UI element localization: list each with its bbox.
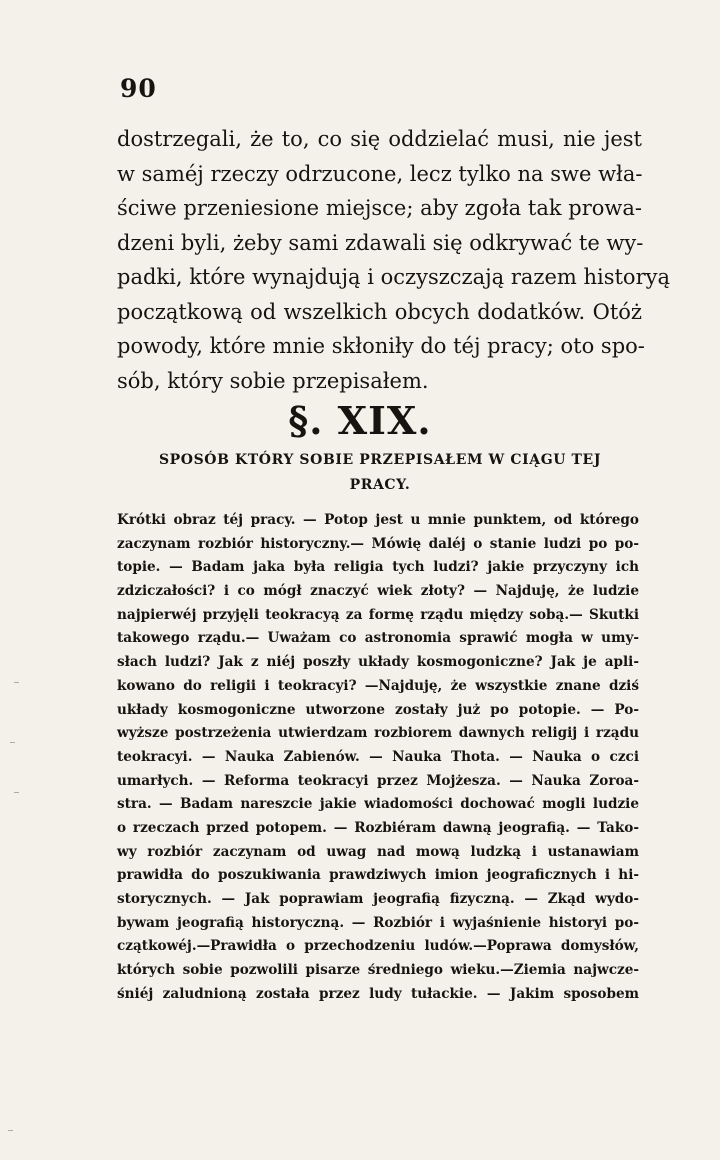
summary-line: stra. — Badam nareszcie jakie wiadomości dochować mogli ludzie [117,796,639,813]
scan-speck [10,742,15,743]
scan-speck [14,792,19,793]
summary-line: czątkowéj.—Prawidła o przechodzeniu ludów.—Poprawa domysłów, [117,938,639,955]
summary-line: wy rozbiór zaczynam od uwag nad mową ludzką i ustanawiam [117,843,639,860]
summary-line: najpierwéj przyjęli teokracyą za formę rządu między sobą.— Skutki [117,606,639,623]
page-number: 90 [120,74,157,103]
section-title-line: PRACY. [349,477,411,493]
body-line: dostrzegali, że to, co się oddzielać musi, nie jest [117,127,642,151]
summary-line: bywam jeografią historyczną. — Rozbiór i wyjaśnienie historyi po- [117,914,639,931]
summary-line: takowego rządu.— Uważam co astronomia sprawić mogła w umy- [117,630,639,647]
summary-line: wyższe postrzeżenia utwierdzam rozbiorem dawnych religij i rządu [117,725,639,742]
summary-line: prawidła do poszukiwania prawdziwych imion jeograficznych i hi- [117,867,639,884]
summary-line: o rzeczach przed potopem. — Rozbiéram dawną jeografią. — Tako- [117,819,639,836]
summary-line: kowano do religii i teokracyi? —Najduję, że wszystkie znane dziś [117,677,639,694]
section-title-line: SPOSÓB KTÓRY SOBIE PRZEPISAŁEM W CIĄGU TEJ [158,452,602,468]
summary-line: śniéj zaludnioną została przez ludy tułackie. — Jakim sposobem [117,985,639,1002]
body-line: początkową od wszelkich obcych dodatków. Otóż [117,299,642,324]
body-line: ściwe przeniesione miejsce; aby zgoła tak prowa- [117,196,642,220]
section-heading: §. XIX. [288,398,432,443]
body-line: powody, które mnie skłoniły do téj pracy; oto spo- [117,334,645,358]
body-line: w saméj rzeczy odrzucone, lecz tylko na swe wła- [117,161,643,186]
summary-line: Krótki obraz téj pracy. — Potop jest u mnie punktem, od którego [117,512,639,528]
section-title [140,448,620,498]
summary-line: słach ludzi? Jak z niéj poszły układy kosmogoniczne? Jak je apli- [117,654,639,671]
summary-line: storycznych. — Jak poprawiam jeografią fizyczną. — Zkąd wydo- [117,891,639,907]
summary-line: zaczynam rozbiór historyczny.— Mówię daléj o stanie ludzi po po- [117,535,639,552]
scan-speck [14,682,19,683]
body-paragraph [117,122,670,398]
summary-line: umarłych. — Reforma teokracyi przez Mojżesza. — Nauka Zoroa- [117,772,639,789]
summary-line: teokracyi. — Nauka Zabienów. — Nauka Thota. — Nauka o czci [117,748,639,765]
summary-line: układy kosmogoniczne utworzone zostały już po potopie. — Po- [117,701,639,718]
summary-line: topie. — Badam jaka była religia tych ludzi? jakie przyczyny ich [117,559,639,576]
summary-line: których sobie pozwolili pisarze średniego wieku.—Ziemia najwcze- [117,962,639,979]
scan-speck [8,1130,13,1131]
summary-line: zdziczałości? i co mógł znaczyć wiek złoty? — Najduję, że ludzie [117,583,639,600]
chapter-summary [117,509,639,1006]
body-line: sób, który sobie przepisałem. [117,368,429,393]
body-line: dzeni byli, żeby sami zdawali się odkrywać te wy- [117,230,644,255]
body-line: padki, które wynajdują i oczyszczają razem historyą [117,265,670,289]
